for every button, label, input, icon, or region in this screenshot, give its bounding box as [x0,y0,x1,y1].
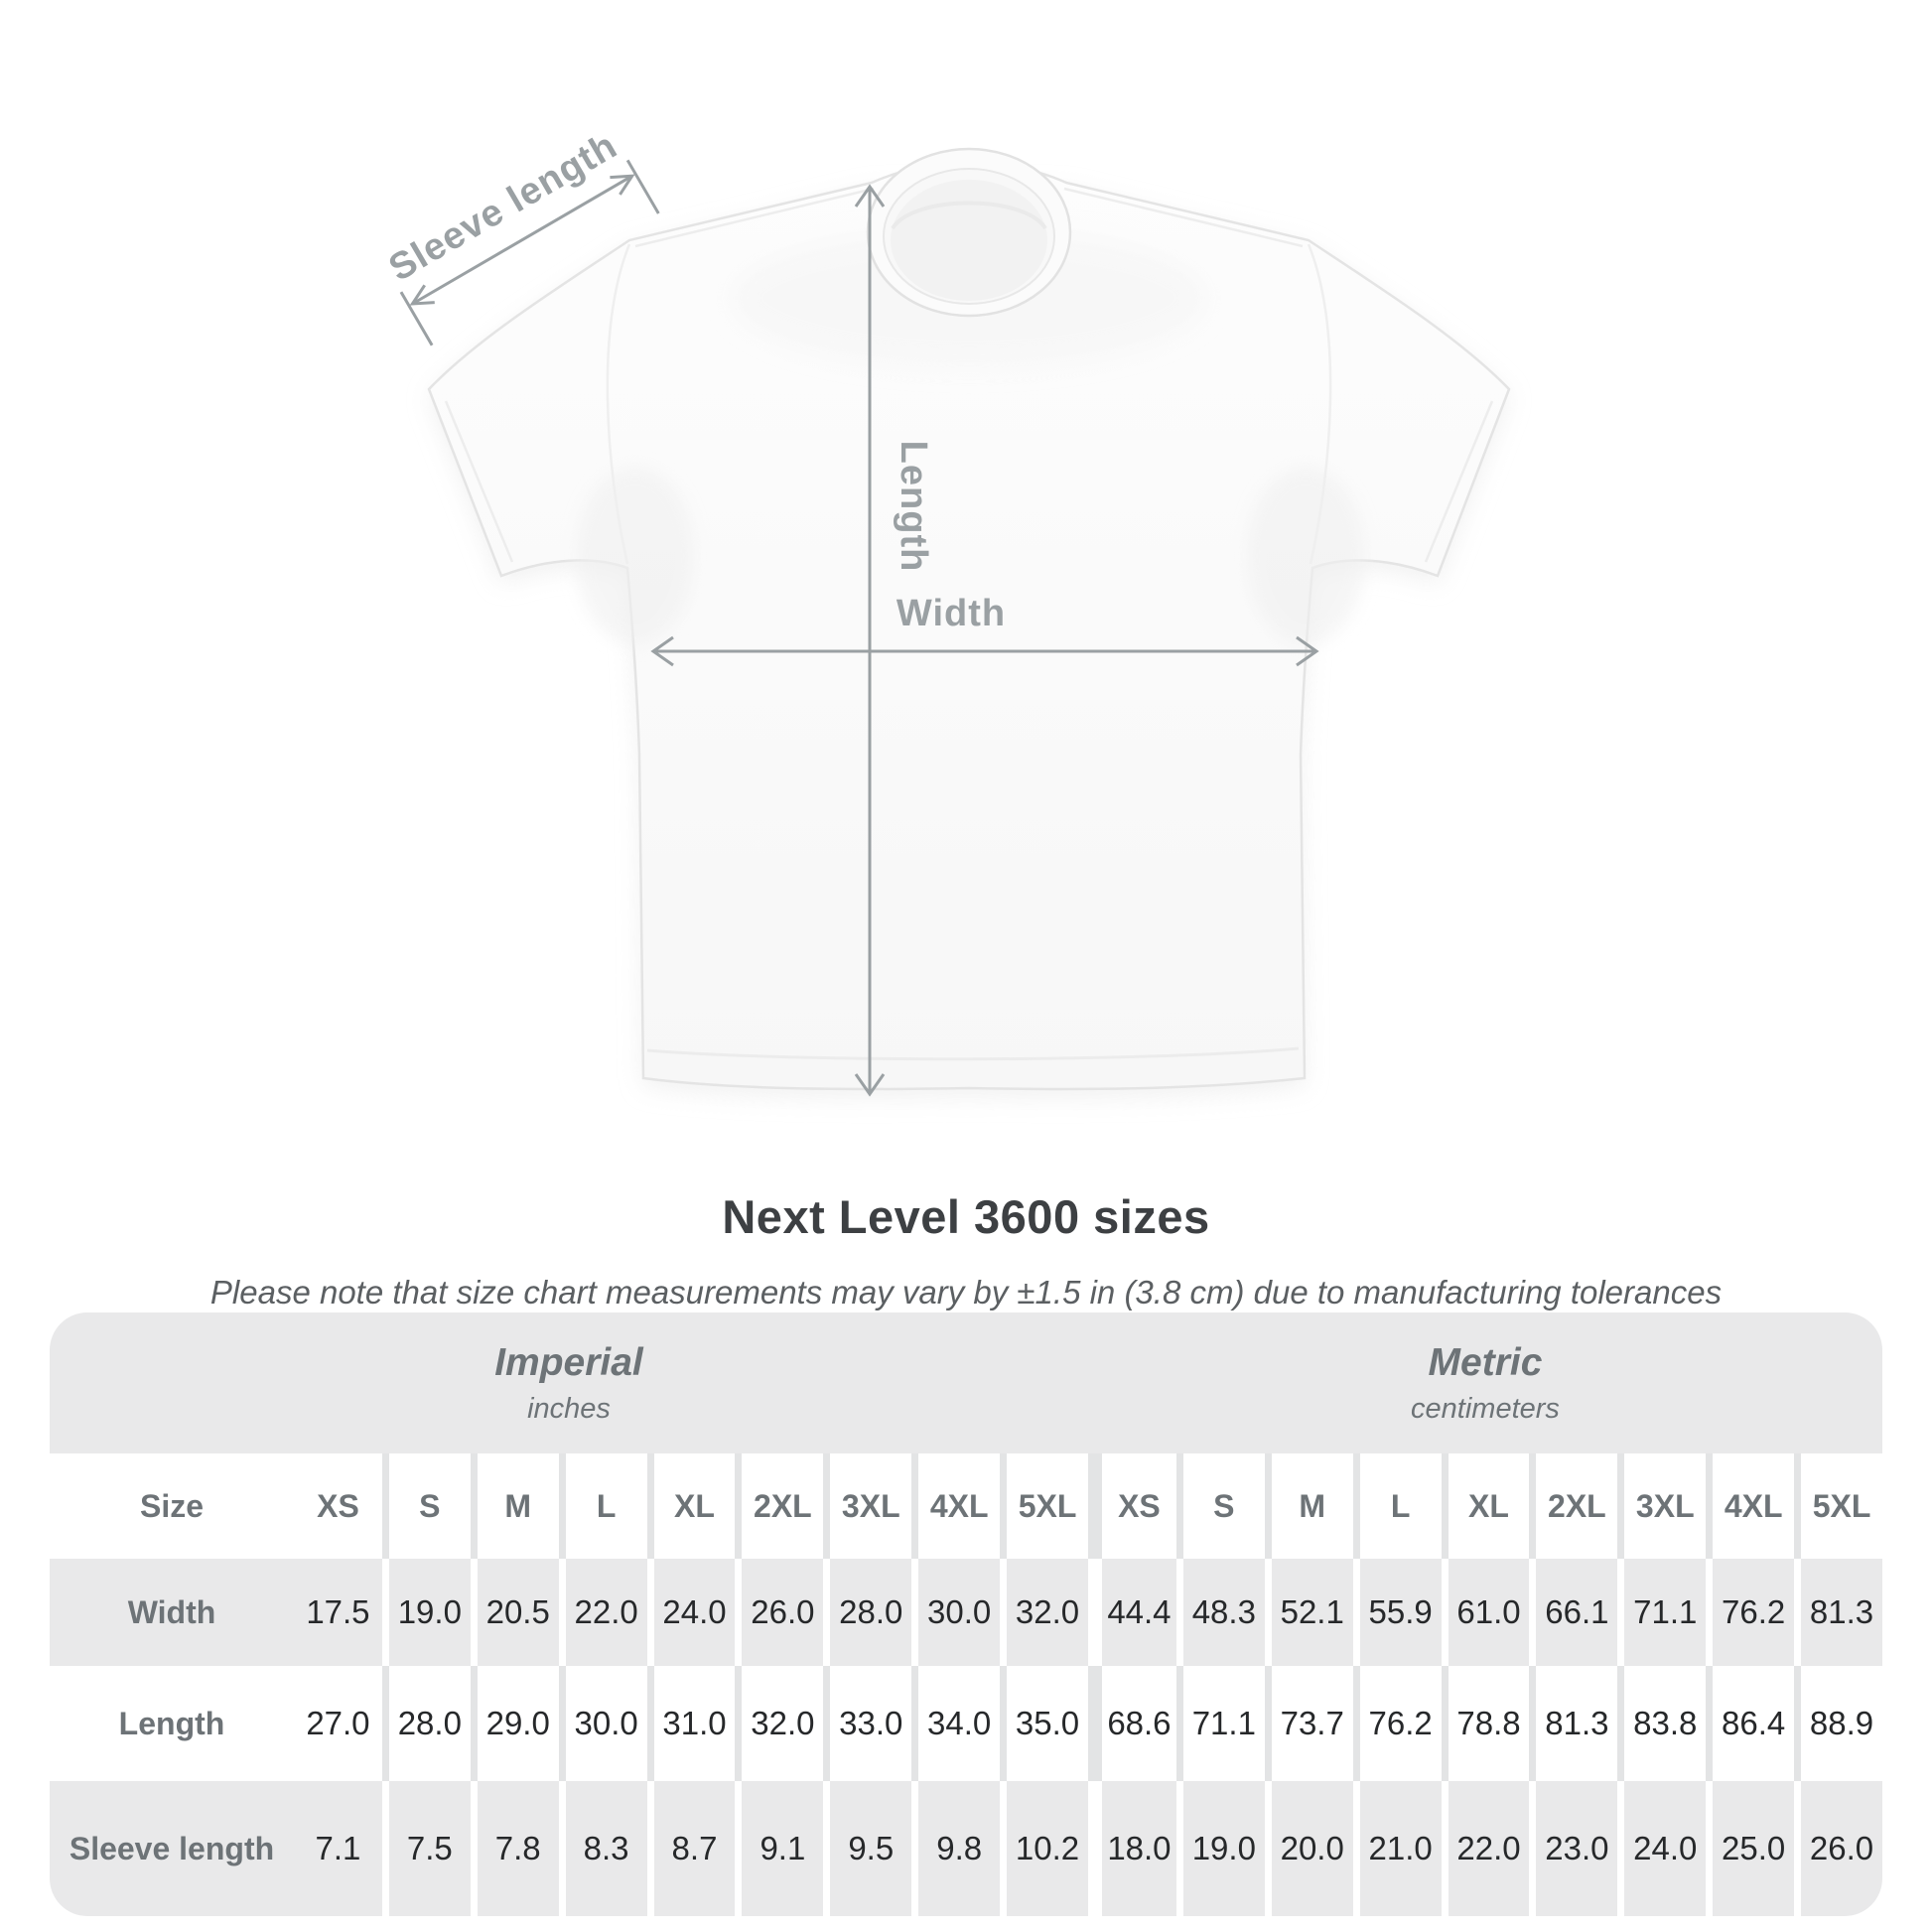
size-header-metric-l: L [1353,1453,1442,1559]
value-cell: 19.0 [382,1559,471,1666]
value-cell: 44.4 [1088,1559,1176,1666]
size-header-imperial-2xl: 2XL [735,1453,823,1559]
size-header-metric-s: S [1176,1453,1265,1559]
value-cell: 28.0 [823,1559,911,1666]
value-cell: 81.3 [1794,1559,1882,1666]
row-label-length: Length [50,1666,294,1781]
value-cell: 7.8 [471,1781,559,1916]
imperial-unit-header [50,1312,1088,1453]
value-cell: 33.0 [823,1666,911,1781]
value-cell: 7.1 [294,1781,382,1916]
size-header-imperial-5xl: 5XL [1000,1453,1088,1559]
value-cell: 88.9 [1794,1666,1882,1781]
value-cell: 76.2 [1353,1666,1442,1781]
size-header-metric-5xl: 5XL [1794,1453,1882,1559]
row-label-width: Width [50,1559,294,1666]
value-cell: 9.1 [735,1781,823,1916]
size-header-metric-xs: XS [1088,1453,1176,1559]
value-cell: 30.0 [911,1559,1000,1666]
row-label-sleeve-length: Sleeve length [50,1781,294,1916]
value-cell: 81.3 [1529,1666,1617,1781]
size-header-imperial-xs: XS [294,1453,382,1559]
metric-unit: centimeters [1411,1392,1560,1425]
value-cell: 30.0 [559,1666,647,1781]
value-cell: 32.0 [735,1666,823,1781]
value-cell: 8.7 [647,1781,736,1916]
size-header-imperial-m: M [471,1453,559,1559]
size-header-metric-m: M [1265,1453,1353,1559]
value-cell: 8.3 [559,1781,647,1916]
metric-label: Metric [1428,1340,1543,1384]
value-cell: 26.0 [735,1559,823,1666]
width-label: Width [896,593,1007,634]
value-cell: 71.1 [1176,1666,1265,1781]
size-header-imperial-s: S [382,1453,471,1559]
size-header-metric-xl: XL [1442,1453,1530,1559]
value-cell: 7.5 [382,1781,471,1916]
value-cell: 34.0 [911,1666,1000,1781]
size-header-metric-3xl: 3XL [1617,1453,1706,1559]
value-cell: 9.5 [823,1781,911,1916]
size-header-metric-4xl: 4XL [1706,1453,1794,1559]
value-cell: 24.0 [1617,1781,1706,1916]
value-cell: 29.0 [471,1666,559,1781]
metric-unit-header [1088,1312,1882,1453]
value-cell: 32.0 [1000,1559,1088,1666]
value-cell: 24.0 [647,1559,736,1666]
collar-opening [891,180,1047,301]
value-cell: 22.0 [1442,1781,1530,1916]
value-cell: 25.0 [1706,1781,1794,1916]
value-cell: 86.4 [1706,1666,1794,1781]
value-cell: 66.1 [1529,1559,1617,1666]
value-cell: 78.8 [1442,1666,1530,1781]
value-cell: 20.5 [471,1559,559,1666]
value-cell: 55.9 [1353,1559,1442,1666]
value-cell: 26.0 [1794,1781,1882,1916]
size-header-imperial-3xl: 3XL [823,1453,911,1559]
length-label: Length [893,440,934,573]
size-header-imperial-l: L [559,1453,647,1559]
value-cell: 21.0 [1353,1781,1442,1916]
imperial-unit: inches [527,1392,611,1425]
value-cell: 19.0 [1176,1781,1265,1916]
value-cell: 71.1 [1617,1559,1706,1666]
value-cell: 73.7 [1265,1666,1353,1781]
value-cell: 35.0 [1000,1666,1088,1781]
value-cell: 48.3 [1176,1559,1265,1666]
value-cell: 76.2 [1706,1559,1794,1666]
shading-left-armpit [576,467,695,645]
page-title: Next Level 3600 sizes [722,1190,1210,1243]
size-header-metric-2xl: 2XL [1529,1453,1617,1559]
value-cell: 28.0 [382,1666,471,1781]
sleeve-length-label: Sleeve length [381,124,625,290]
value-cell: 52.1 [1265,1559,1353,1666]
value-cell: 20.0 [1265,1781,1353,1916]
size-table [50,1312,1882,1916]
value-cell: 22.0 [559,1559,647,1666]
size-header-imperial-4xl: 4XL [911,1453,1000,1559]
value-cell: 83.8 [1617,1666,1706,1781]
value-cell: 17.5 [294,1559,382,1666]
value-cell: 31.0 [647,1666,736,1781]
value-cell: 61.0 [1442,1559,1530,1666]
value-cell: 10.2 [1000,1781,1088,1916]
shading-right-armpit [1246,467,1365,645]
size-column-header: Size [50,1453,294,1559]
value-cell: 27.0 [294,1666,382,1781]
value-cell: 18.0 [1088,1781,1176,1916]
page-subtitle: Please note that size chart measurements may vary by ±1.5 in (3.8 cm) due to manufacturing tolerances [209,1274,1723,1311]
value-cell: 9.8 [911,1781,1000,1916]
imperial-label: Imperial [494,1340,643,1384]
sleeve-length-tick-end [627,160,658,213]
value-cell: 68.6 [1088,1666,1176,1781]
value-cell: 23.0 [1529,1781,1617,1916]
size-header-imperial-xl: XL [647,1453,736,1559]
